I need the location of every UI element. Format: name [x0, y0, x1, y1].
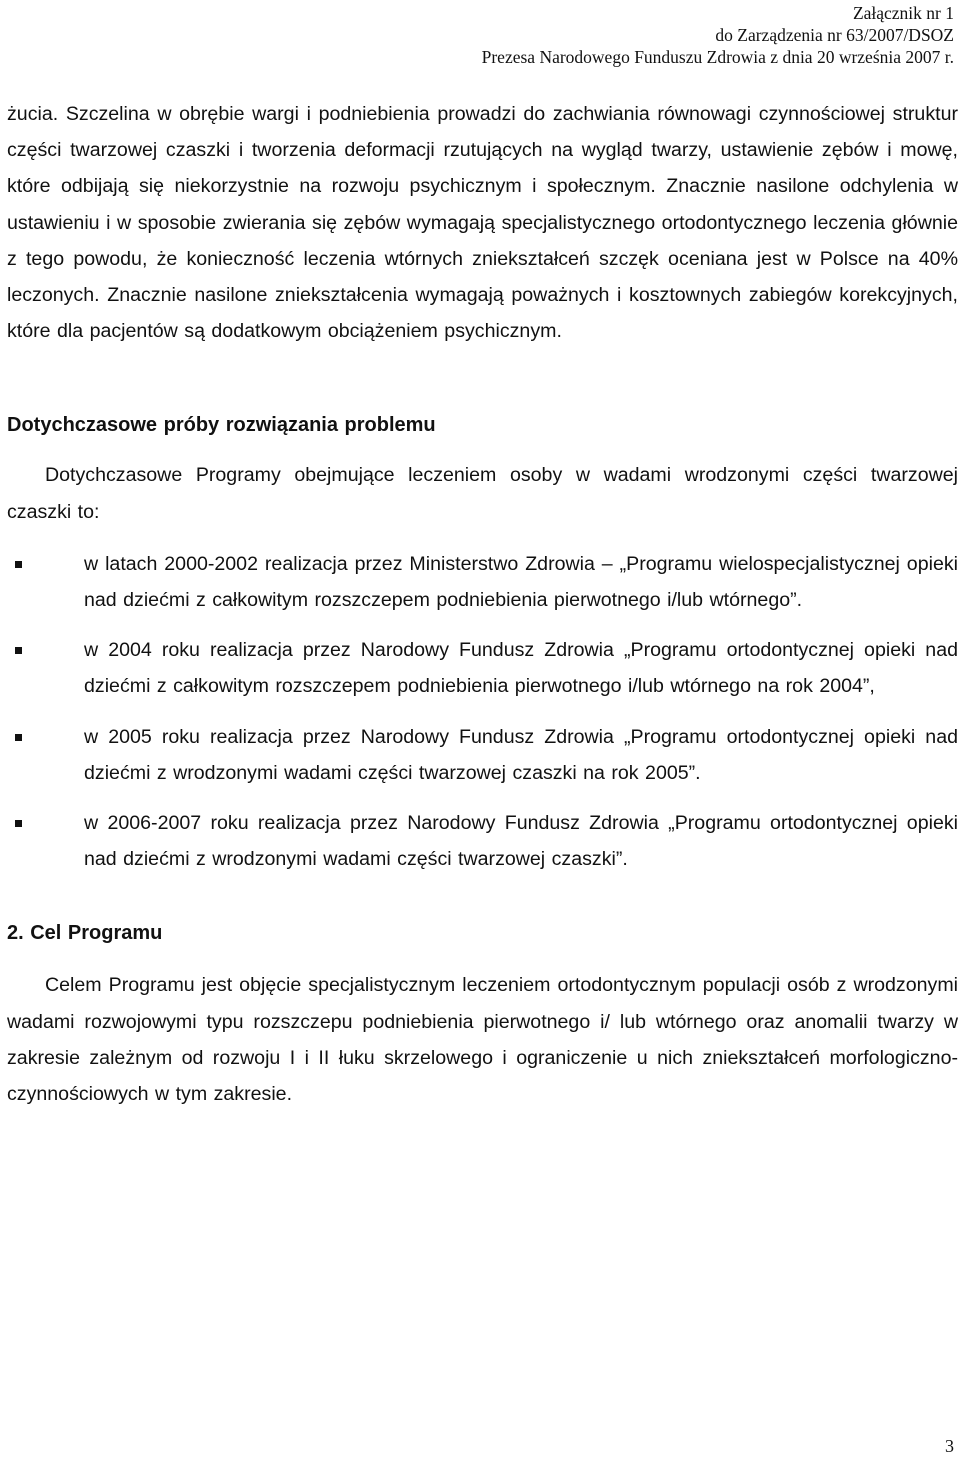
- previous-programs-list: [7, 546, 958, 878]
- header-line-attachment: Załącznik nr 1: [852, 3, 954, 23]
- list-item: [7, 546, 958, 618]
- list-item-text: w latach 2000-2002 realizacja przez Ministerstwo Zdrowia – „Programu wielospecjalistycznej opieki nad dziećmi z całkowitym rozszczepem podniebienia pierwotnego i/lub wtórnego”.: [84, 552, 958, 612]
- list-item-text: w 2006-2007 roku realizacja przez Narodowy Fundusz Zdrowia „Programu ortodontycznej opieki nad dziećmi z wrodzonymi wadami części twarzowej czaszki”.: [84, 812, 958, 871]
- section-heading-previous-attempts: Dotychczasowe próby rozwiązania problemu: [7, 414, 436, 437]
- list-item-text: w 2005 roku realizacja przez Narodowy Fundusz Zdrowia „Programu ortodontycznej opieki nad dziećmi z wrodzonymi wadami części twarzowej czaszki na rok 2005”.: [84, 725, 958, 784]
- square-bullet-icon: [15, 820, 22, 827]
- square-bullet-icon: [15, 734, 22, 741]
- previous-attempts-intro: Dotychczasowe Programy obejmujące leczeniem osoby w wadami wrodzonymi części twarzowej czaszki to:: [7, 464, 958, 523]
- program-goal-paragraph: Celem Programu jest objęcie specjalistycznym leczeniem ortodontycznym populacji osób z wrodzonymi wadami rozwojowymi typu rozszczepu podniebienia pierwotnego i/ lub wtórnego oraz anomalii twarzy w zakresie zależnym od rozwoju I i II łuku skrzelowego i ograniczenie u nich zniekształceń morfologiczno-czynnościowych w tym zakresie.: [7, 974, 958, 1106]
- list-item-text: w 2004 roku realizacja przez Narodowy Fundusz Zdrowia „Programu ortodontycznej opieki nad dziećmi z całkowitym rozszczepem podniebienia pierwotnego i/lub wtórnego na rok 2004”,: [84, 639, 958, 698]
- header-line-president: Prezesa Narodowego Funduszu Zdrowia z dnia 20 września 2007 r.: [481, 47, 954, 67]
- document-body: [7, 96, 958, 1112]
- header-line-ordinance: do Zarządzenia nr 63/2007/DSOZ: [715, 25, 954, 45]
- square-bullet-icon: [15, 561, 22, 568]
- list-item: [7, 632, 958, 704]
- list-item: [7, 805, 958, 877]
- list-item: [7, 719, 958, 791]
- page-number: 3: [945, 1436, 954, 1456]
- document-header: [482, 2, 954, 68]
- section-heading-program-goal: 2. Cel Programu: [7, 922, 163, 945]
- intro-paragraph: żucia. Szczelina w obrębie wargi i podniebienia prowadzi do zachwiania równowagi czynnościowej struktur części twarzowej czaszki i tworzenia deformacji rzutujących na wygląd twarzy, ustawienie zębów i mowę, które odbijają się niekorzystnie na rozwoju psychicznym i społecznym. Znacznie nasilone odchylenia w ustawieniu i w sposobie zwierania się zębów wymagają specjalistycznego ortodontycznego leczenia głównie z tego powodu, że konieczność leczenia wtórnych zniekształceń szczęk oceniana jest w Polsce na 40% leczonych. Znacznie nasilone zniekształcenia wymagają poważnych i kosztownych zabiegów korekcyjnych, które dla pacjentów są dodatkowym obciążeniem psychicznym.: [7, 103, 958, 343]
- square-bullet-icon: [15, 647, 22, 654]
